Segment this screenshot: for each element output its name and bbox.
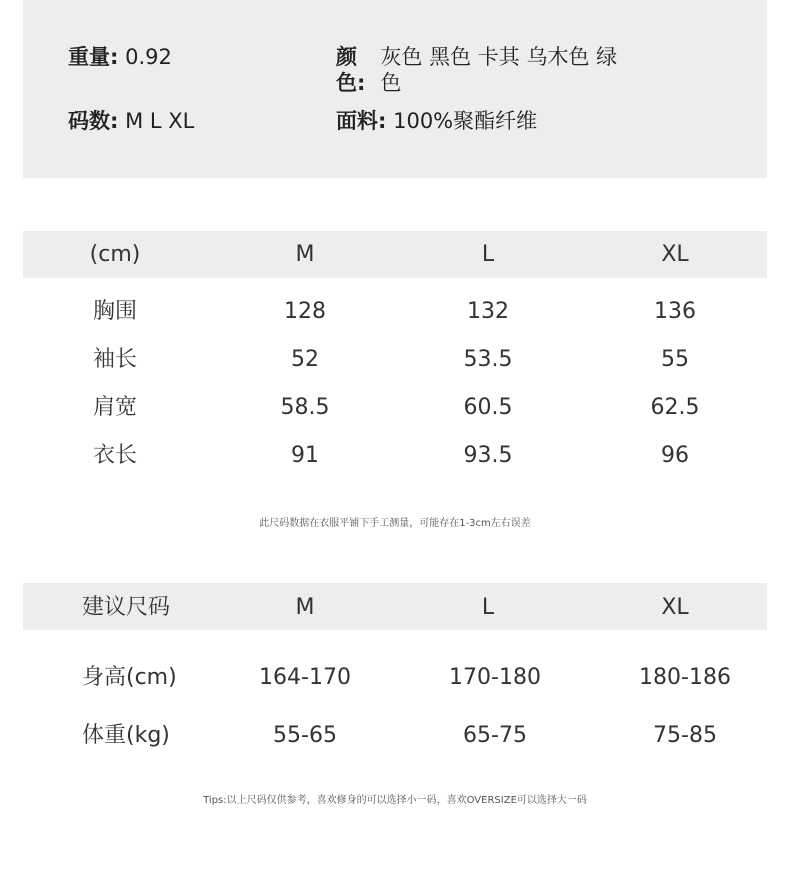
spec-sizes-value: M L XL: [125, 109, 195, 133]
size-table-header-unit: (cm): [89, 242, 141, 267]
size-table-header-xl: XL: [661, 242, 689, 267]
size-row-shoulder-label: 肩宽: [92, 395, 137, 420]
size-row-length-label: 衣长: [92, 443, 137, 468]
recommend-row-height-m: 164-170: [259, 665, 351, 690]
size-row-sleeve-xl: 55: [661, 347, 689, 372]
size-row-length-xl: 96: [661, 443, 689, 468]
size-row-shoulder-m: 58.5: [280, 395, 330, 420]
recommend-row-weight-xl: 75-85: [653, 723, 717, 748]
recommend-tips: Tips:以上尺码仅供参考，喜欢修身的可以选择小一码，喜欢OVERSIZE可以选择大一码: [203, 795, 587, 806]
size-row-sleeve-l: 53.5: [463, 347, 513, 372]
size-table-header-l: L: [481, 242, 495, 267]
recommend-row-weight-label: 体重(kg): [82, 723, 170, 748]
spec-colors-label: 颜色:: [336, 45, 366, 95]
recommend-row-height-l: 170-180: [449, 665, 541, 690]
size-row-chest-xl: 136: [654, 299, 696, 324]
spec-weight-label: 重量:: [68, 45, 119, 69]
spec-weight: [68, 44, 172, 70]
recommend-header-title: 建议尺码: [82, 595, 171, 620]
recommend-row-weight-l: 65-75: [463, 723, 527, 748]
size-row-shoulder-xl: 62.5: [650, 395, 700, 420]
spec-sizes-label: 码数:: [68, 109, 119, 133]
spec-colors-value: 灰色 黑色 卡其 乌木色 绿色: [380, 45, 618, 95]
size-table-header-m: M: [295, 242, 315, 267]
spec-sizes: [68, 108, 194, 134]
recommend-header-m: M: [295, 595, 315, 620]
size-row-length-m: 91: [291, 443, 319, 468]
spec-fabric-value: 100%聚酯纤维: [393, 109, 538, 133]
size-row-sleeve-m: 52: [291, 347, 319, 372]
spec-weight-value: 0.92: [125, 45, 172, 69]
size-row-chest-l: 132: [467, 299, 509, 324]
recommend-row-height-xl: 180-186: [639, 665, 731, 690]
size-table-note: 此尺码数据在衣服平铺下手工测量，可能存在1-3cm左右误差: [259, 518, 531, 529]
recommend-row-weight-m: 55-65: [273, 723, 337, 748]
spec-colors: [336, 44, 636, 96]
size-row-chest-m: 128: [284, 299, 326, 324]
size-row-chest-label: 胸围: [92, 299, 137, 324]
size-row-shoulder-l: 60.5: [463, 395, 513, 420]
spec-fabric: [336, 108, 537, 134]
size-row-sleeve-label: 袖长: [92, 347, 137, 372]
recommend-header-l: L: [481, 595, 495, 620]
size-row-length-l: 93.5: [463, 443, 513, 468]
recommend-header-xl: XL: [661, 595, 689, 620]
spec-fabric-label: 面料:: [336, 109, 387, 133]
recommend-row-height-label: 身高(cm): [82, 665, 177, 690]
